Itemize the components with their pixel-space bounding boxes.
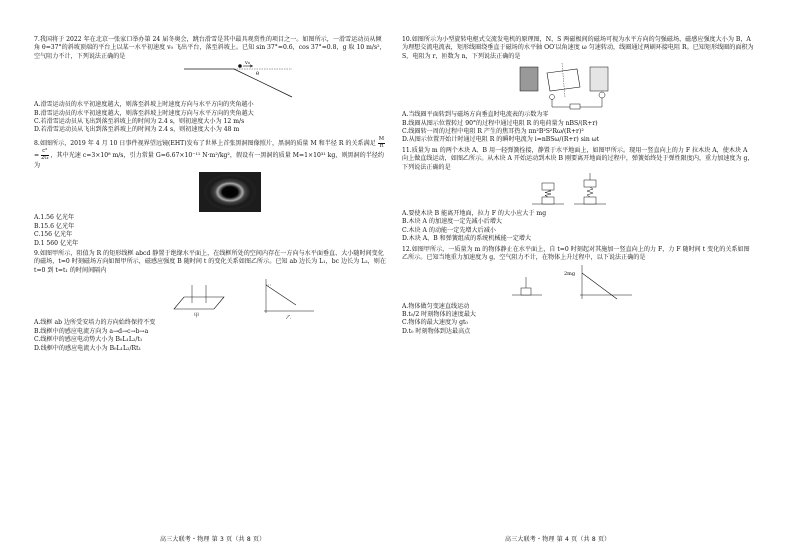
question-9 (34, 250, 386, 353)
q8-stem-part2: ，其中光速 c=3×10⁸ m/s，引力常量 G=6.67×10⁻¹¹ N·m²/kg²，假设有一黑洞的质量 M=1×10³¹ kg，则黑洞的半径约为 (34, 152, 384, 170)
q12-option-a: A.物体做匀变速直线运动 (402, 302, 470, 310)
question-12 (402, 246, 754, 336)
left-column (34, 36, 386, 355)
question-11 (402, 147, 754, 244)
q11-option-c: C.木块 A 的动能一定先增大后减小 (402, 226, 496, 234)
q9-option-d: D.线框中的感应电流大小为 B₀L₁L₂/Rt₁ (34, 344, 142, 352)
q9-option-c: C.线框中的感应电动势大小为 B₀L₁L₂/t₁ (34, 336, 143, 344)
q10-generator-figure (402, 61, 754, 111)
q10-option-b: B.线圈从图示位置转过 90°的过程中通过电阻 R 的电荷量为 nBS/(R+r) (402, 119, 598, 127)
q9-frame-and-graph-figure (34, 275, 386, 319)
q7-option-a: A.滑雪运动员的水平初速度越大，则落至斜坡上时速度方向与水平方向的夹角越小 (34, 101, 254, 109)
q7-stem: 7.我国将于 2022 年在北京一张家口举办第 24 届冬奥会，跳台滑雪是其中最具观赏性的项目之一。如图所示，一滑雪运动员从倾角 θ=37°的斜坡顶端的平台上以某一水平初速度 v₀ 飞出平台，落至斜坡上。已知 sin 37°=0.6，cos 37°=0.8，g 取 10 m/s²，空气阻力不计，下列说法正确的是 (34, 36, 386, 60)
q8-fraction-c2-over-2g: $\frac{\text{c²}}{2G}$ (41, 148, 49, 162)
q10-option-a: A.当线圈平面转到与磁场方向垂直时电流表的示数为零 (402, 111, 549, 119)
q8-stem-part1: 8.如图所示，2019 年 4 月 10 日事件视界望远镜(EHT)发布了世界上首张黑洞图像照片，黑洞的质量 M 和半径 R 的关系满足 (34, 139, 376, 147)
q12-2mg-label: 2mg (564, 270, 576, 277)
q12-force-time-figure (402, 263, 754, 303)
q9-option-a: A.线框 ab 边所受安培力的方向始终保持不变 (34, 319, 156, 327)
q11-stem: 11.质量为 m 的两个木块 A、B 用一轻弹簧拴接，静置于水平地面上，如图甲所示。现用一竖直向上的力 F 拉木块 A，使木块 A 向上做直线运动，如图乙所示。从木块 A 开始运动到木块 B 刚要离开地面的过程中，弹簧始终处于弹性限度内，重力加速度为 g，下列说法正确的是 (402, 146, 754, 171)
q11-option-a: A.要使木块 B 能离开地面，拉力 F 的大小应大于 mg (402, 210, 547, 218)
q7-ski-slope-figure (34, 61, 386, 101)
q12-option-c: C.物体的最大速度为 gt₀ (402, 319, 468, 327)
q11-option-d: D.木块 A、B 和弹簧组成的系统机械能一定增大 (402, 235, 532, 243)
q9-fig-jia-label: 甲 (194, 313, 200, 320)
q7-option-c: C.若滑雪运动员从飞出到落至斜坡上的时间为 2.4 s，则初速度大小为 12 m/s (34, 118, 245, 126)
q12-stem: 12.如图甲所示，一质量为 m 的物体静止在水平面上，自 t=0 时刻起对其施加一竖直向上的力 F，力 F 随时间 t 变化的关系如图乙所示。已知当地重力加速度为 g，空气阻力不计，在物体上升过程中，以下说法正确的是 (402, 245, 750, 262)
q8-black-hole-image (34, 170, 386, 214)
q12-option-b: B.t₀/2 时刻物体的速度最大 (402, 310, 477, 318)
question-7 (34, 36, 386, 135)
q7-option-b: B.滑雪运动员的水平初速度越大，则落至斜坡上时速度方向与水平方向的夹角越大 (34, 109, 254, 117)
q8-option-b: B.15.6 亿光年 (34, 222, 75, 230)
right-column (402, 36, 754, 338)
q7-theta-label: θ (256, 71, 260, 78)
q7-v0-label: v₀ (245, 61, 250, 67)
q11-option-b: B.木块 A 的加速度一定先减小后增大 (402, 218, 503, 226)
q10-option-c: C.线圈转一周的过程中电阻 R 产生的焦耳热为 πn²B²S²Rω/(R+r)² (402, 128, 584, 136)
q10-stem: 10.如图所示为小型旋转电枢式交流发电机的原理图，N、S 两磁极间的磁场可视为水平方向的匀强磁场，磁感应强度大小为 B，A 为理想交流电流表，矩形线圈绕垂直于磁场的水平轴 OO′以角速度 ω 匀速转动，线圈通过两刷环接电阻 R。已知矩形线圈的面积为 S，电阻为 r，匝数为 n，下列说法正确的是 (402, 36, 754, 60)
q9-fig-yi-label: 乙 (286, 315, 292, 320)
q8-stem: 8.如图所示，2019 年 4 月 10 日事件视界望远镜(EHT)发布了世界上首张黑洞图像照片，黑洞的质量 M 和半径 R 的关系满足 $\frac{M}{R}$ = $\frac{\text{c²}}{2G}$ ，其中光速 c=3×10⁸ m/s，引力常量 G=6.67×10⁻¹¹ N·m²/kg²，假设有一黑洞的质量 M=1×10³¹ kg，则黑洞的半径约为 (34, 135, 385, 170)
footer-page-4: 高三大联考・物理 第 4 页（共 8 页） (505, 536, 611, 543)
q9-option-b: B.线框中的感应电流方向为 a→d→c→b→a (34, 327, 149, 335)
q12-option-d: D.t₀ 时刻物体到达最高点 (402, 327, 471, 335)
q7-option-d: D.若滑雪运动员从飞出到落至斜坡上的时间为 2.4 s，则初速度大小为 48 m (34, 126, 240, 134)
question-10 (402, 36, 754, 145)
q8-fraction-m-over-r: $\frac{M}{R}$ (378, 135, 385, 149)
q8-option-c: C.156 亿光年 (34, 231, 73, 239)
q9-stem: 9.如图甲所示，阻值为 R 的矩形线框 abcd 静置于绝缘水平面上，在线框所处的空间内存在一方向与水平面垂直、大小随时间变化的磁场，t=0 时刻磁场方向如图甲所示，磁感应强度 B 随时间 t 的变化关系如图乙所示。已知 ab 边长为 L₁，bc 边长为 L₂，则在 t=0 到 t=t₁ 的时间间隔内 (34, 250, 386, 274)
footer-page-3: 高三大联考・物理 第 3 页（共 8 页） (160, 536, 266, 543)
question-8 (34, 137, 386, 248)
q8-option-d: D.1 560 亿光年 (34, 239, 79, 247)
q11-blocks-spring-figure (402, 172, 754, 210)
q8-option-a: A.1.56 亿光年 (34, 214, 75, 222)
q10-option-d: D.从图示位置开始计时通过电阻 R 的瞬时电流为 i=nBSω/(R+r) sin ωt (402, 136, 600, 144)
